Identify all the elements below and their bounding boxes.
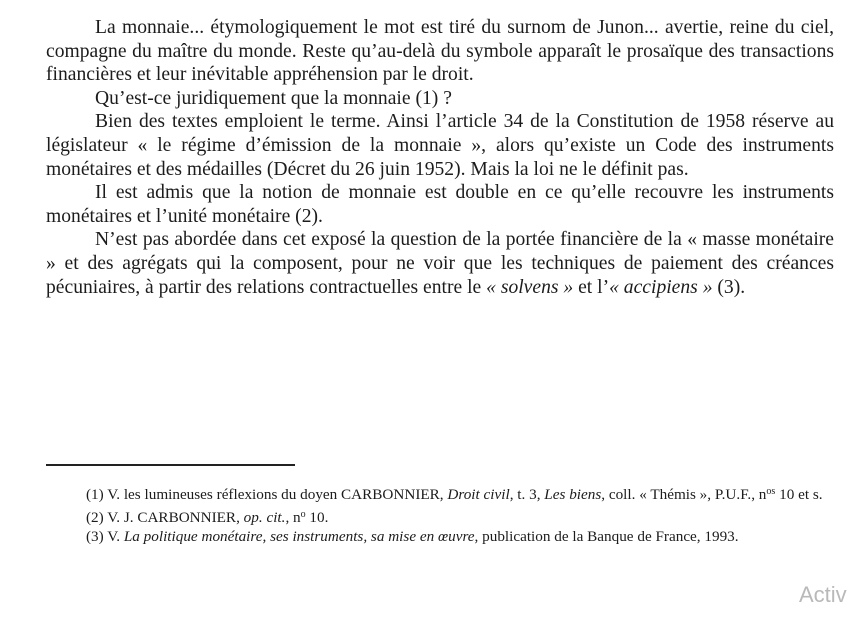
footnote-1-superscript: os bbox=[766, 486, 776, 497]
activation-watermark: Activ bbox=[799, 582, 847, 607]
footnote-2-text: (2) V. J. CARBONNIER, bbox=[86, 508, 244, 526]
paragraph-5-text: N’est pas abordée dans cet exposé la question de la portée financière de la « masse monétaire » et des agrégats qui la composent, pour ne voir que les techniques de paiement des créances pécuniaires, à partir des relations contractuelles entre le bbox=[46, 229, 834, 298]
footnote-1-end: 10 et s. bbox=[775, 486, 823, 503]
footnote-1 bbox=[46, 482, 832, 505]
footnote-1-title: Droit civil bbox=[447, 486, 510, 503]
paragraph-5-note-ref: (3). bbox=[712, 276, 746, 298]
footnote-separator bbox=[46, 464, 295, 466]
footnote-2-opcit: op. cit. bbox=[243, 508, 286, 526]
footnote-3-end: , publication de la Banque de France, 1993. bbox=[474, 528, 739, 545]
paragraph-3: Bien des textes emploient le terme. Ainsi l’article 34 de la Constitution de 1958 réserve au législateur « le régime d’émission de la monnaie », alors qu’existe un Code des instruments monétaires et des médailles (Décret du 26 juin 1952). Mais la loi ne le définit pas. bbox=[46, 111, 834, 180]
footnote-3-title: La politique monétaire, ses instruments, sa mise en œuvre bbox=[123, 528, 475, 545]
footnote-2-end: 10. bbox=[305, 508, 329, 526]
body-text bbox=[46, 16, 834, 299]
footnote-1-text: (1) V. les lumineuses réflexions du doyen CARBONNIER, bbox=[86, 486, 448, 503]
footnote-2-number-prefix: , n bbox=[285, 508, 301, 526]
footnote-1-subtitle: Les biens bbox=[544, 486, 602, 503]
footnote-1-collection: , coll. « Thémis », P.U.F., n bbox=[601, 486, 767, 503]
footnote-2-superscript: o bbox=[300, 508, 306, 520]
footnote-1-volume: , t. 3, bbox=[509, 486, 545, 503]
paragraph-4: Il est admis que la notion de monnaie est double en ce qu’elle recouvre les instruments monétaires et l’unité monétaire (2). bbox=[46, 182, 834, 227]
paragraph-5 bbox=[46, 228, 834, 299]
paragraph-2: Qu’est-ce juridiquement que la monnaie (1) ? bbox=[95, 87, 452, 109]
accipiens-term: « accipiens » bbox=[609, 276, 713, 298]
paragraph-1: La monnaie... étymologiquement le mot est tiré du surnom de Junon... avertie, reine du ciel, compagne du maître du monde. Reste qu’au-delà du symbole apparaît le prosaïque des transactions financières et leur inévitable appréhension par le droit. bbox=[46, 17, 834, 86]
paragraph-5-connector: et l’ bbox=[573, 276, 610, 298]
footnote-3 bbox=[46, 527, 832, 547]
footnotes bbox=[46, 482, 832, 547]
solvens-term: « solvens » bbox=[486, 276, 574, 298]
footnote-3-text: (3) V. bbox=[86, 528, 124, 545]
footnote-2 bbox=[46, 505, 832, 528]
